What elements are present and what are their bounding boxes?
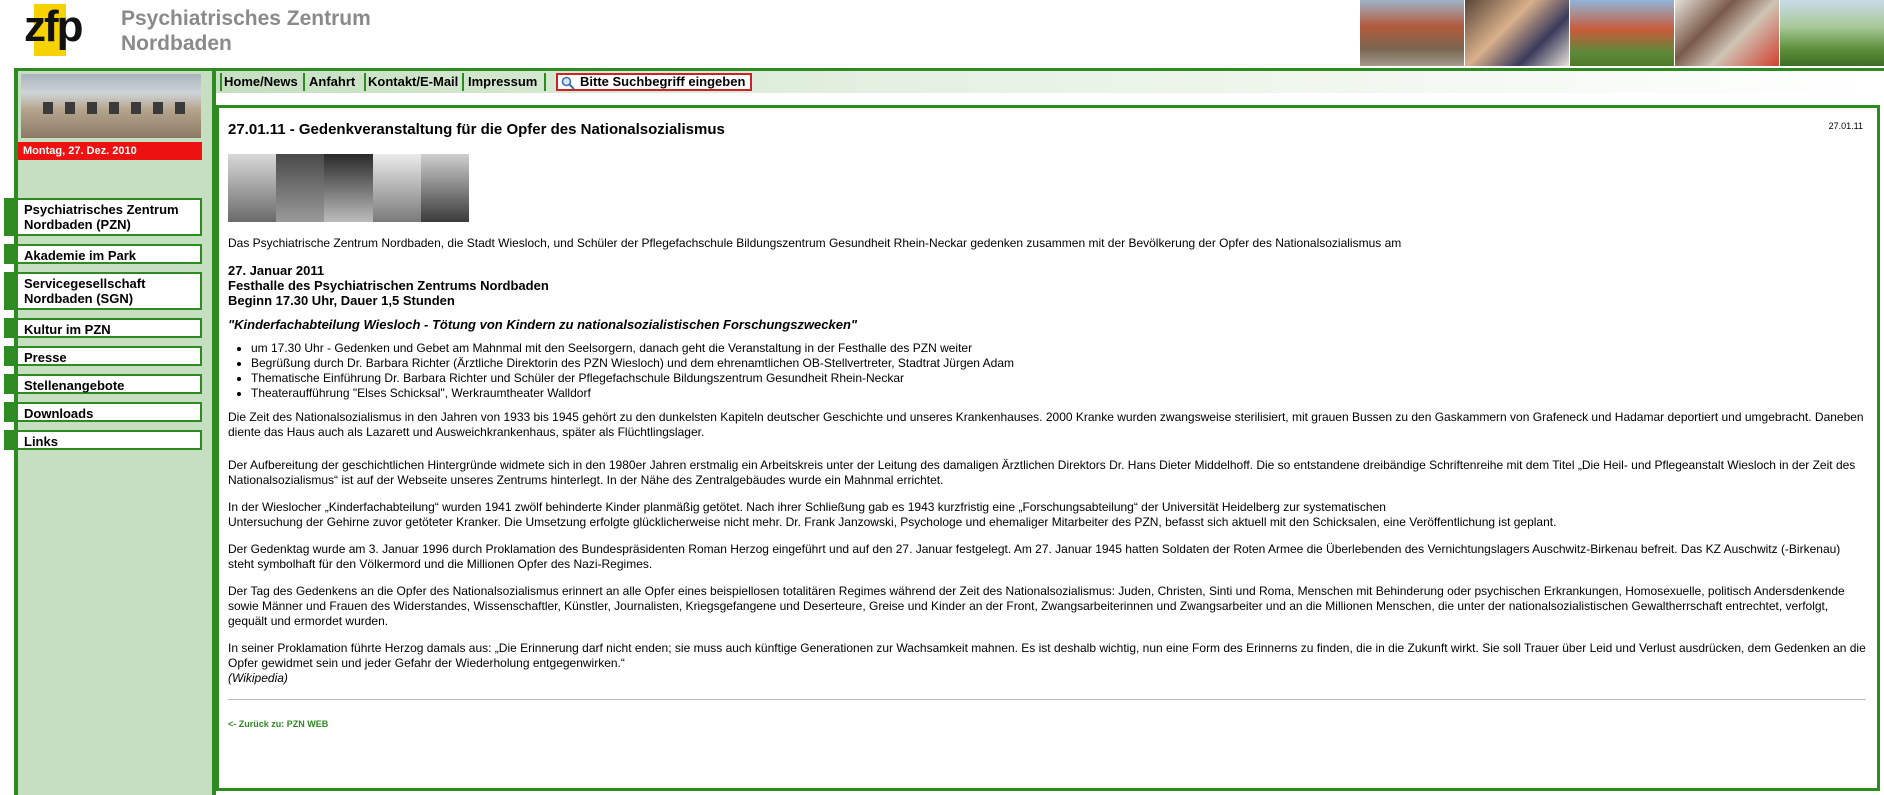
program-item: • Thematische Einführung Dr. Barbara Richter und Schüler der Pflegefachschule Bildungszentrum Gesundheit Rhein-Neckar bbox=[251, 371, 1866, 386]
divider bbox=[228, 699, 1866, 700]
article-intro: Das Psychiatrische Zentrum Nordbaden, die Stadt Wiesloch, und Schüler der Pflegefachschule Bildungszentrum Gesundheit Rhein-Neckar gedenken zusammen mit der Bevölkerung der Opfer des Nationalsozialismus am bbox=[228, 236, 1402, 250]
nav-separator bbox=[303, 73, 305, 91]
sidebar-item-akademie[interactable] bbox=[4, 244, 202, 264]
nav-home-news[interactable]: Home/News bbox=[224, 74, 298, 89]
paragraph-kinderfachabteilung bbox=[228, 500, 1866, 530]
zfp-logo[interactable] bbox=[24, 4, 90, 56]
header-photo-buildings bbox=[1359, 0, 1464, 66]
sidebar-item-sgn[interactable] bbox=[4, 272, 202, 310]
paragraph-research: Der Aufbereitung der geschichtlichen Hintergründe widmete sich in den 1980er Jahren erstmalig ein Arbeitskreis unter der Leitung des damaligen Ärztlichen Direktors Dr. Hans Dieter Middelhoff. Die so entstandene dreibändige Schriftenreihe mit dem Titel „Die Heil- und Pflegeanstalt Wiesloch in der Zeit des Nationalsozialismus“ ist auf der Webseite unseres Zentrums hinterlegt. In der Nähe des Zentralgebäudes wurde ein Mahnmal errichtet. bbox=[228, 458, 1856, 487]
article-body bbox=[228, 236, 1866, 732]
paragraph-gedenktag: Der Gedenktag wurde am 3. Januar 1996 durch Proklamation des Bundespräsidenten Roman Herzog eingeführt und auf den 27. Januar festgelegt. Am 27. Januar 1945 hatten Soldaten der Roten Armee die Überlebenden des Vernichtungslagers Auschwitz-Birkenau befreit. Das KZ Auschwitz (-Birkenau) steht symbolhaft für den Völkermord und die Millionen Opfer des Nazi-Regimes. bbox=[228, 542, 1841, 571]
sidebar-photo bbox=[21, 74, 201, 138]
back-link[interactable]: <- Zurück zu: PZN WEB bbox=[228, 719, 329, 729]
sidebar-item-label: Akademie im Park bbox=[24, 248, 137, 263]
search-input[interactable] bbox=[556, 73, 752, 91]
nav-kontakt[interactable]: Kontakt/E-Mail bbox=[368, 74, 459, 89]
program-item: • Theateraufführung "Elses Schicksal", Werkraumtheater Walldorf bbox=[251, 386, 1866, 401]
sidebar-item-downloads[interactable] bbox=[4, 402, 202, 422]
source-citation: (Wikipedia) bbox=[228, 671, 288, 685]
sidebar-item-label: Links bbox=[24, 434, 58, 449]
paragraph-kinderfachabteilung-b: Untersuchung der Gehirne zuvor getöteter Kranker. Die Umsetzung erfolgte glücklicherweise nicht mehr. Dr. Frank Janzowski, Psychologe und ehemaliger Mitarbeiter des PZN, befasst sich aktuell mit den Schicksalen, eine Veröffentlichung ist geplant. bbox=[228, 515, 1557, 529]
article-date-small: 27.01.11 bbox=[1828, 121, 1863, 131]
search-placeholder: Bitte Suchbegriff eingeben bbox=[580, 74, 746, 89]
program-item: • um 17.30 Uhr - Gedenken und Gebet am Mahnmal mit den Seelsorgern, danach geht die Veranstaltung in der Festhalle des PZN weiter bbox=[251, 341, 1866, 356]
program-item: • Begrüßung durch Dr. Barbara Richter (Ärztliche Direktorin des PZN Wiesloch) und dem ehrenamtlichen OB-Stellvertreter, Stadtrat Jürgen Adam bbox=[251, 356, 1866, 371]
header-photo-people bbox=[1674, 0, 1779, 66]
paragraph-history: Die Zeit des Nationalsozialismus in den Jahren von 1933 bis 1945 gehört zu den dunkelsten Kapiteln deutscher Geschichte und unseres Krankenhauses. 2000 Kranke wurden zwangsweise sterilisiert, mit grauen Bussen zu den Gaskammern von Grafeneck und Hadamar deportiert und umgebracht. Daneben diente das Haus auch als Lazarett und Ausweichkrankenhaus, später als Flüchtlingslager. bbox=[228, 410, 1864, 439]
sidebar-item-label: Psychiatrisches Zentrum bbox=[24, 202, 179, 217]
nav-separator bbox=[220, 73, 222, 91]
article-title: 27.01.11 - Gedenkveranstaltung für die Opfer des Nationalsozialismus bbox=[228, 121, 725, 138]
nav-impressum[interactable]: Impressum bbox=[468, 74, 538, 89]
nav-separator bbox=[462, 73, 464, 91]
sidebar-item-label: Stellenangebote bbox=[24, 378, 125, 393]
sidebar-item-stellenangebote[interactable] bbox=[4, 374, 202, 394]
article-content bbox=[216, 105, 1880, 791]
header-photo-park bbox=[1779, 0, 1884, 66]
paragraph-proclamation bbox=[228, 641, 1866, 686]
nav-separator bbox=[364, 73, 366, 91]
nav-separator bbox=[544, 73, 546, 91]
event-date: 27. Januar 2011 bbox=[228, 263, 325, 278]
sidebar-item-label: Nordbaden (PZN) bbox=[24, 217, 131, 232]
nav-anfahrt[interactable]: Anfahrt bbox=[309, 74, 356, 89]
search-icon bbox=[561, 76, 575, 90]
org-name bbox=[121, 6, 371, 56]
header bbox=[0, 0, 1884, 68]
sidebar-item-pzn[interactable] bbox=[4, 198, 202, 236]
article-photo-memorial bbox=[228, 154, 469, 222]
header-photo-therapy bbox=[1464, 0, 1569, 66]
program-list bbox=[251, 341, 1866, 401]
top-nav bbox=[216, 71, 1884, 93]
sidebar-item-label: Kultur im PZN bbox=[24, 322, 111, 337]
org-name-line1: Psychiatrisches Zentrum bbox=[121, 7, 371, 30]
event-place: Festhalle des Psychiatrischen Zentrums Nordbaden bbox=[228, 278, 549, 293]
logo-text: zfp bbox=[24, 2, 82, 51]
current-date: Montag, 27. Dez. 2010 bbox=[18, 142, 202, 160]
paragraph-kinderfachabteilung-a: In der Wieslocher „Kinderfachabteilung“ wurden 1941 zwölf behinderte Kinder planmäßig getötet. Nach ihrer Schließung gab es 1943 kurzfristig eine „Forschungsabteilung“ der Universität Heidelberg zur systematischen bbox=[228, 500, 1386, 514]
sidebar-item-presse[interactable] bbox=[4, 346, 202, 366]
sidebar-item-label: Nordbaden (SGN) bbox=[24, 291, 134, 306]
paragraph-victims: Der Tag des Gedenkens an die Opfer des Nationalsozialismus erinnert an alle Opfer eines beispiellosen totalitären Regimes während der Zeit des Nationalsozialismus: Juden, Christen, Sinti und Roma, Menschen mit Behinderung oder psychischen Erkrankungen, Homosexuelle, politisch Andersdenkende sowie Männer und Frauen des Widerstandes, Wissenschaftler, Künstler, Journalisten, Kriegsgefangene und Deserteure, Greise und Kinder an der Front, Zwangsarbeiterinnen und Zwangsarbeiter und an die Millionen Menschen, die unter der nationalsozialistischen Gewaltherrschaft entrechtet, verfolgt, gequält und ermordet wurden. bbox=[228, 584, 1845, 628]
header-photo-strip bbox=[1359, 0, 1884, 66]
event-motto: "Kinderfachabteilung Wiesloch - Tötung von Kindern zu nationalsozialistischen Forschungszwecken" bbox=[228, 317, 858, 332]
header-photo-main-building bbox=[1569, 0, 1674, 66]
sidebar-item-label: Presse bbox=[24, 350, 67, 365]
event-time: Beginn 17.30 Uhr, Dauer 1,5 Stunden bbox=[228, 293, 455, 308]
sidebar-item-kultur[interactable] bbox=[4, 318, 202, 338]
sidebar-item-links[interactable] bbox=[4, 430, 202, 450]
proclamation-quote: In seiner Proklamation führte Herzog damals aus: „Die Erinnerung darf nicht enden; sie muss auch künftige Generationen zur Wachsamkeit mahnen. Es ist deshalb wichtig, nun eine Form des Erinnerns zu finden, die in die Zukunft wirkt. Sie soll Trauer über Leid und Verlust ausdrücken, dem Gedenken an die Opfer gewidmet sein und jeder Gefahr der Wiederholung entgegenwirken.“ bbox=[228, 641, 1866, 670]
event-details bbox=[228, 263, 1866, 308]
sidebar-item-label: Servicegesellschaft bbox=[24, 276, 146, 291]
sidebar-nav bbox=[4, 198, 202, 458]
sidebar-item-label: Downloads bbox=[24, 406, 94, 421]
org-name-line2: Nordbaden bbox=[121, 32, 232, 55]
